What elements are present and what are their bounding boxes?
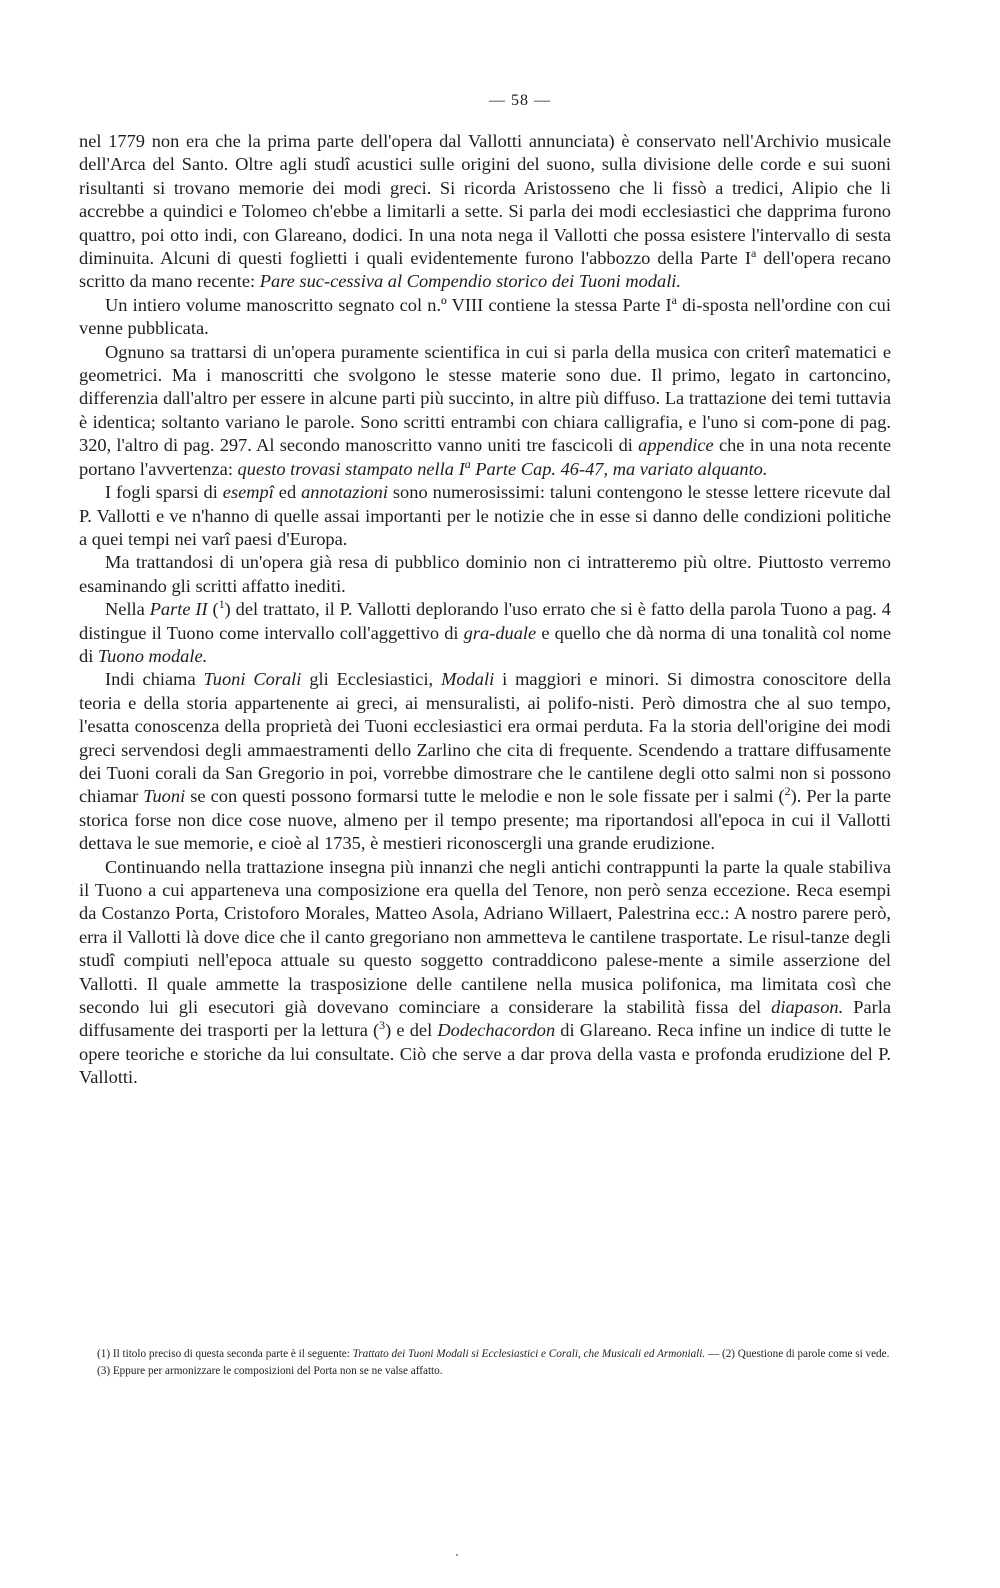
text-run: Ognuno sa trattarsi di un'opera puramente scientifica in cui si parla della musica con criterî matematici e geometrici. Ma i manoscritti che svolgono le stesse materie sono due. Il primo, legato in cartoncino, differenzia dall'altro per essere in alcune parti più succinto, in altre più diffuso. La trattazione dei temi tuttavia è identica; soltanto variano le parole. Sono scritti entrambi con chiara calligrafia, e l'uno si com-pone di pag. 320, l'altro di pag. 297. Al secondo manoscritto vanno uniti tre fascicoli di xyxy=(79,341,891,456)
text-run: (3) Eppure per armonizzare le composizioni del Porta non se ne valse affatto. xyxy=(97,1365,443,1377)
text-run: ( xyxy=(207,599,219,620)
footnote xyxy=(79,1346,891,1363)
italic-text: annotazioni xyxy=(301,482,388,503)
text-run: ) e del xyxy=(385,1020,438,1041)
paragraph xyxy=(79,856,891,1090)
paragraph xyxy=(79,598,891,668)
paragraph xyxy=(79,668,891,855)
italic-text: Dodechacordon xyxy=(437,1020,556,1041)
italic-text: esempî xyxy=(222,482,274,503)
text-run: Indi chiama xyxy=(105,669,204,690)
text-run: dell'opera recano scritto da mano recente: xyxy=(79,248,891,292)
paragraph xyxy=(79,294,891,341)
footnotes xyxy=(79,1346,891,1380)
text-run: ed xyxy=(273,482,302,503)
italic-text: Tuoni xyxy=(143,786,186,807)
text-run: gli Ecclesiastici, xyxy=(301,669,442,690)
paragraph xyxy=(79,130,891,294)
superscript: 3 xyxy=(379,1018,386,1033)
text-run: e quello che dà norma di una tonalità col nome di xyxy=(79,622,891,666)
text-run: I fogli sparsi di xyxy=(105,482,223,503)
text-run: Parla diffusamente dei trasporti per la lettura ( xyxy=(79,997,892,1041)
text-run: Continuando nella trattazione insegna più innanzi che negli antichi contrappunti la parte la quale stabiliva il Tuono a cui apparteneva una composizione era quella del Tenore, non però senza eccezione. Reca esempi da Costanzo Porta, Cristoforo Morales, Matteo Asola, Adriano Willaert, Palestrina ecc.: A nostro parere però, erra il Vallotti là dove dice che il canto gregoriano non ammetteva le cantilene trasportate. Le risul-tanze degli studî compiuti nell'epoca attuale su questo soggetto contraddicono palese-mente a simile asserzione del Vallotti. Il quale ammette la trasposizione delle cantilene nella musica polifonica, ma limitata così che secondo lui gli esecutori già dovevano cominciare a considerare la stabilità fissa del xyxy=(79,856,891,1018)
text-run: — (2) Questione di parole come si vede. xyxy=(705,1348,890,1360)
italic-text: Parte II xyxy=(149,599,208,620)
text-run: ). Per la parte storica forse non dice cose nuove, almeno per il tempo presente; ma riportandosi all'epoca in cui il Vallotti dettava le sue memorie, e cioè al 1735, è mestieri riconoscergli una grande erudizione. xyxy=(79,786,891,854)
italic-text: Parte Cap. 46-47, ma variato alquanto. xyxy=(470,458,768,479)
text-run: sono numerosissimi: taluni contengono le stesse lettere ricevute dal P. Vallotti e ve n'hanno di quelle assai importanti per le notizie che in esse si danno delle condizioni politiche a quei tempi nei varî paesi d'Europa. xyxy=(79,482,891,549)
superscript: a xyxy=(464,456,471,471)
text-run: che in una nota recente portano l'avvertenza: xyxy=(79,435,891,479)
italic-text: Trattato dei Tuoni Modali si Ecclesiastici e Corali, che Musicali ed Armoniali. xyxy=(352,1348,706,1360)
italic-text: Modali xyxy=(441,669,495,690)
superscript: a xyxy=(750,245,757,260)
text-run: ) del trattato, il P. Vallotti deplorando l'uso errato che si è fatto della parola Tuono a pag. 4 distingue il Tuono come intervallo coll'aggettivo di xyxy=(79,599,891,643)
italic-text: Pare suc-cessiva al Compendio storico dei Tuoni modali. xyxy=(259,271,682,292)
body-text xyxy=(79,130,891,1090)
italic-text: gra-duale xyxy=(463,622,537,643)
text-run: i maggiori e minori. Si dimostra conoscitore della teoria e della storia appartenente ai greci, ai mensuralisti, ai polifo-nisti. Però dimostra che al suo tempo, l'esatta conoscenza della proprietà dei Tuoni ecclesiastici era ormai perduta. Fa la storia dell'origine dei modi greci servendosi degli ammaestramenti dello Zarlino che cita di frequente. Scendendo a trattare diffusamente dei Tuoni corali da San Gregorio in poi, vorrebbe dimostrare che le cantilene degli otto salmi non si possono chiamar xyxy=(79,669,891,807)
paragraph xyxy=(79,481,891,551)
paragraph xyxy=(79,341,891,481)
paragraph xyxy=(79,551,891,598)
italic-text: appendice xyxy=(638,435,714,456)
italic-text: Tuoni Corali xyxy=(203,669,302,690)
footnote xyxy=(79,1363,891,1380)
text-run: di Glareano. Reca infine un indice di tutte le opere teoriche e storiche da lui consultate. Ciò che serve a dar prova della vasta e profonda erudizione del P. Vallotti. xyxy=(79,1020,891,1088)
page-number: — 58 — xyxy=(489,92,551,109)
text-run: Ma trattandosi di un'opera già resa di pubblico dominio non ci intratteremo più oltre. Piuttosto verremo esaminando gli scritti affatto inediti. xyxy=(79,552,891,596)
italic-text: Tuono modale. xyxy=(97,645,208,666)
superscript: 2 xyxy=(784,784,791,799)
text-run: (1) Il titolo preciso di questa seconda parte è il seguente: xyxy=(97,1348,353,1360)
superscript: 1 xyxy=(218,597,225,611)
italic-text: questo trovasi stampato nella I xyxy=(237,458,465,479)
superscript: a xyxy=(671,292,677,307)
text-run: nel 1779 non era che la prima parte dell'opera dal Vallotti annunciata) è conservato nell'Archivio musicale dell'Arca del Santo. Oltre agli studî acustici sulle origini del suono, sulla divisione delle corde e sui suoni risultanti si trovano memorie dei modi greci. Si ricorda Aristosseno che li fissò a tredici, Alipio che li accrebbe a quindici e Tolomeo ch'ebbe a limitarli a sette. Si parla dei modi ecclesiastici che dapprima furono quattro, poi otto indi, con Glareano, dodici. In una nota nega il Vallotti che possa esistere l'intervallo di sesta diminuita. Alcuni di questi foglietti i quali evidentemente furono l'abbozzo della Parte I xyxy=(79,131,891,269)
text-run: di-sposta nell'ordine con cui venne pubblicata. xyxy=(79,294,891,339)
italic-text: diapason. xyxy=(771,997,844,1018)
text-run: se con questi possono formarsi tutte le melodie e non le sole fissate per i salmi ( xyxy=(185,786,785,807)
text-run: Nella xyxy=(105,599,150,620)
print-speck xyxy=(456,1554,458,1556)
text-run: Un intiero volume manoscritto segnato col n.º VIII contiene la stessa Parte I xyxy=(105,294,672,315)
